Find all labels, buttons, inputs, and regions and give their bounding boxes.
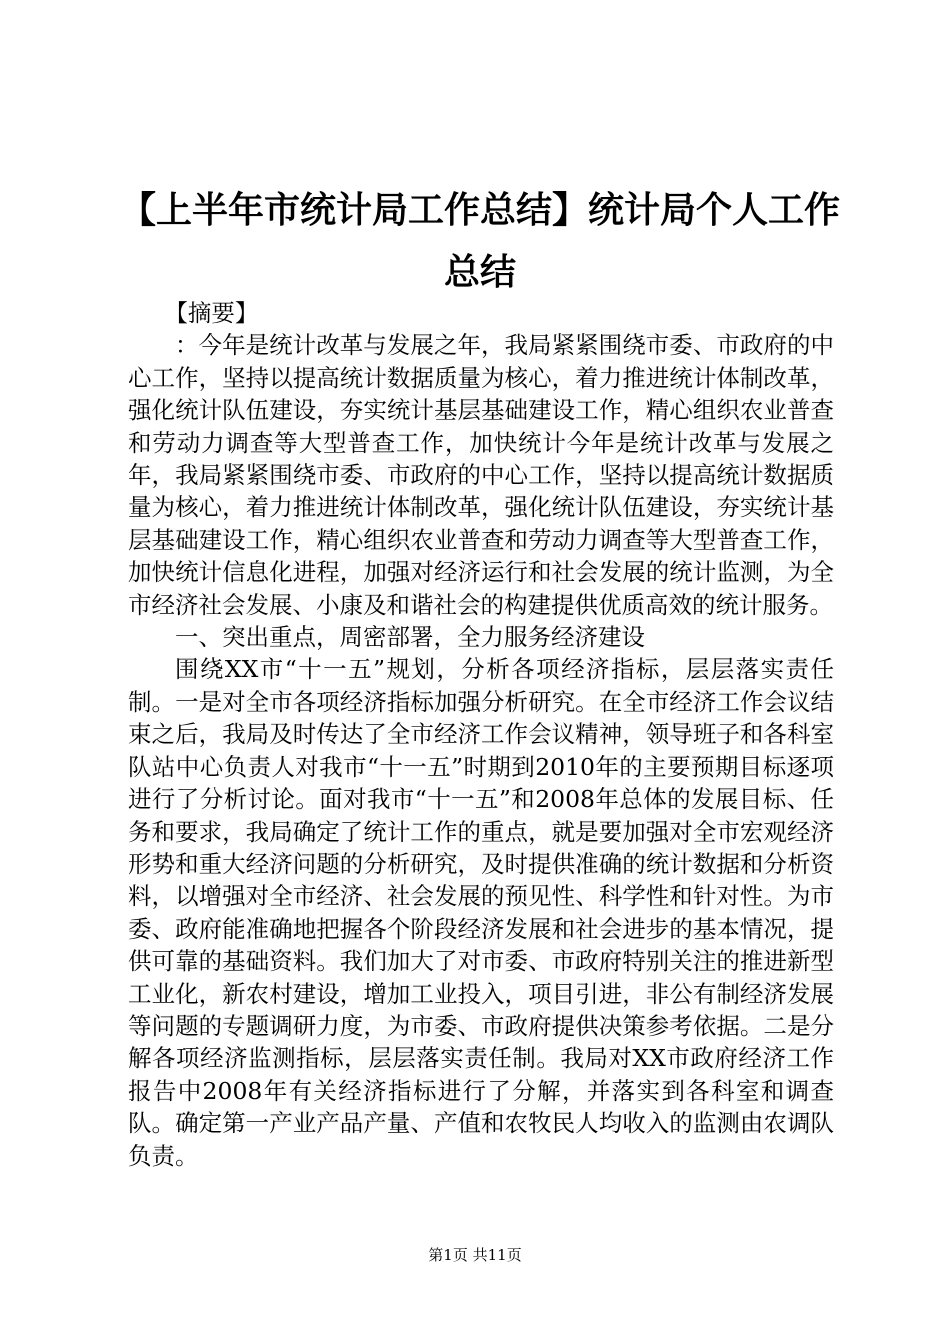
- body-paragraph: 围绕XX市“十一五”规划，分析各项经济指标，层层落实责任制。一是对全市各项经济指标加强分析研究。在全市经济工作会议结束之后，我局及时传达了全市经济工作会议精神，领导班子和各科室队站中心负责人对我市“十一五”时期到2010年的主要预期目标逐项进行了分析讨论。面对我市“十一五”和2008年总体的发展目标、任务和要求，我局确定了统计工作的重点，就是要加强对全市宏观经济形势和重大经济问题的分析研究，及时提供准确的统计数据和分析资料，以增强对全市经济、社会发展的预见性、科学性和针对性。为市委、政府能准确地把握各个阶段经济发展和社会进步的基本情况，提供可靠的基础资料。我们加大了对市委、市政府特别关注的推进新型工业化，新农村建设，增加工业投入，项目引进，非公有制经济发展等问题的专题调研力度，为市委、市政府提供决策参考依据。二是分解各项经济监测指标，层层落实责任制。我局对XX市政府经济工作报告中2008年有关经济指标进行了分解，并落实到各科室和调查队。确定第一产业产品产量、产值和农牧民人均收入的监测由农调队负责。: [128, 655, 834, 1170]
- page-footer: 第1页 共11页: [428, 1246, 522, 1264]
- document-body: [128, 297, 834, 1172]
- abstract-label: 【摘要】: [164, 299, 259, 327]
- document-title: 【上半年市统计局工作总结】统计局个人工作总结: [119, 190, 840, 293]
- section-heading: 一、突出重点，周密部署，全力服务经济建设: [175, 623, 645, 652]
- abstract-paragraph: ：今年是统计改革与发展之年，我局紧紧围绕市委、市政府的中心工作，坚持以提高统计数据质量为核心，着力推进统计体制改革，强化统计队伍建设，夯实统计基层基础建设工作，精心组织农业普查和劳动力调查等大型普查工作，加快统计今年是统计改革与发展之年，我局紧紧围绕市委、市政府的中心工作，坚持以提高统计数据质量为核心，着力推进统计体制改革，强化统计队伍建设，夯实统计基层基础建设工作，精心组织农业普查和劳动力调查等大型普查工作，加快统计信息化进程，加强对经济运行和社会发展的统计监测，为全市经济社会发展、小康及和谐社会的构建提供优质高效的统计服务。: [128, 331, 834, 619]
